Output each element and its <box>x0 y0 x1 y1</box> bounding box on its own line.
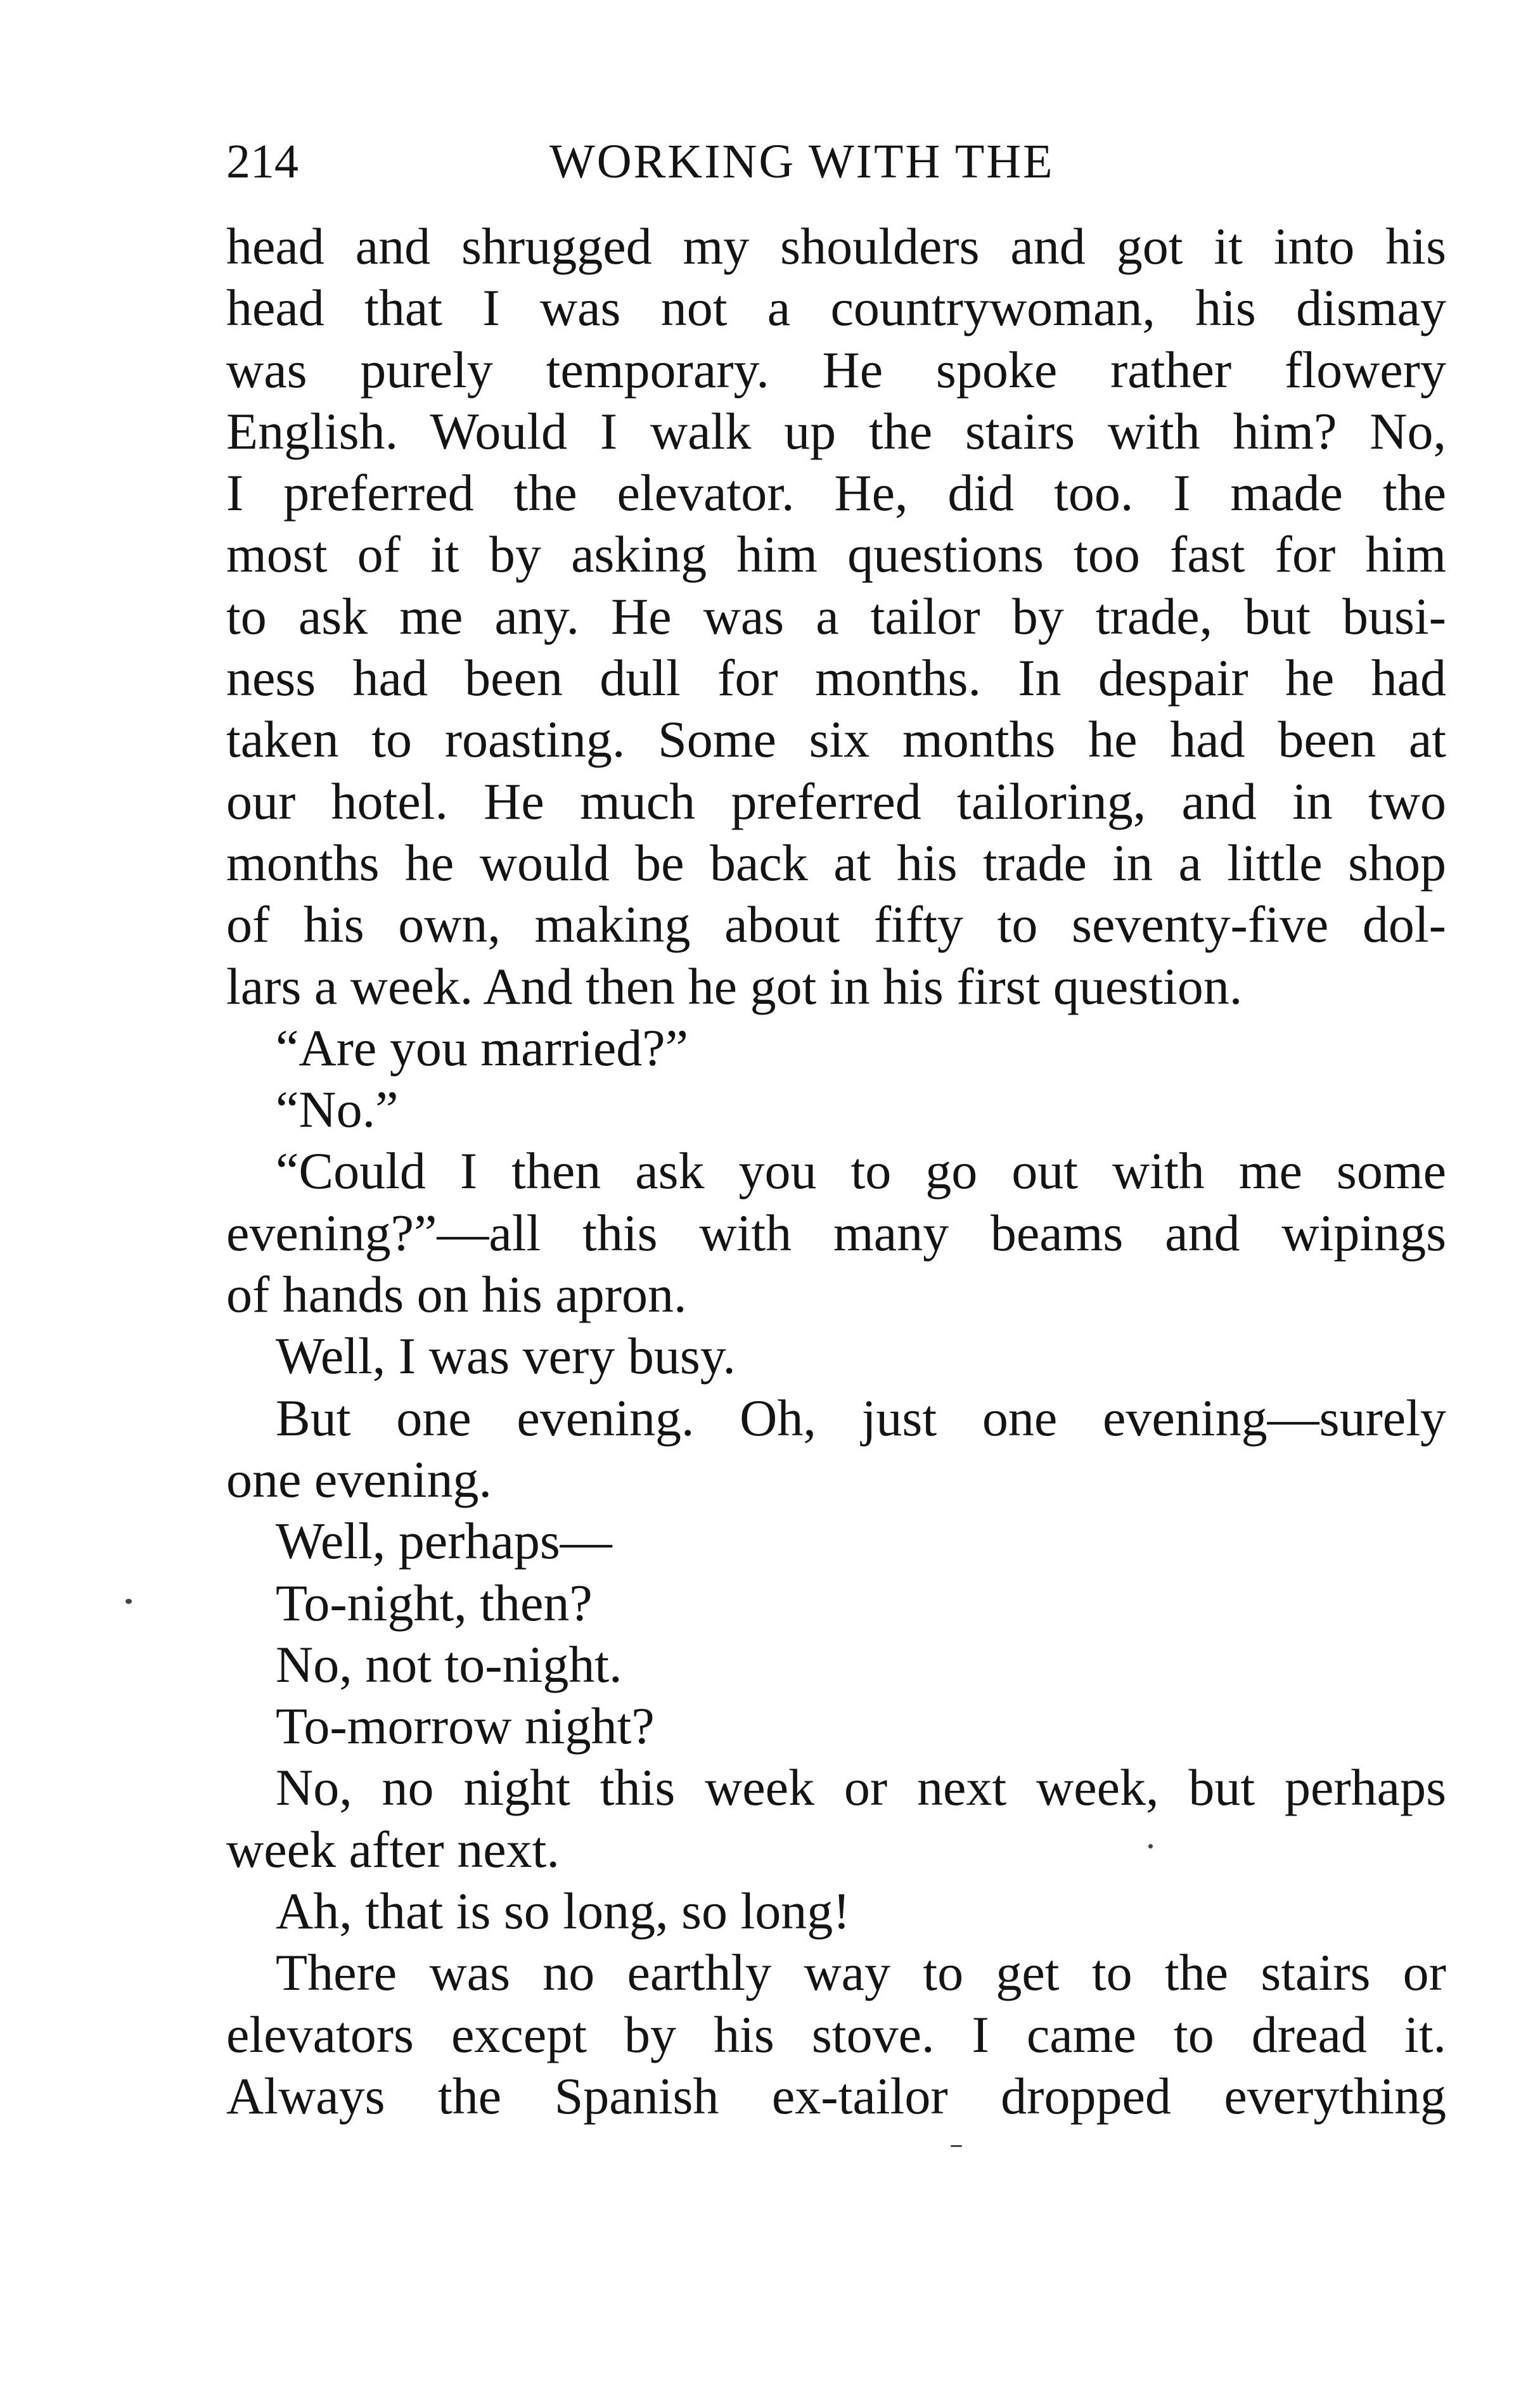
text-line: most of it by asking him questions too fast for him <box>226 525 1446 584</box>
text-line: Well, I was very busy. <box>276 1327 736 1385</box>
text-line: But one evening. Oh, just one evening—surely <box>276 1388 1446 1447</box>
text-line: of hands on his apron. <box>226 1266 687 1324</box>
text-line: English. Would I walk up the stairs with him? No, <box>226 402 1446 460</box>
text-line: months he would be back at his trade in a little shop <box>226 833 1446 892</box>
text-line: head and shrugged my shoulders and got it into his <box>226 217 1446 275</box>
text-line: taken to roasting. Some six months he had been at <box>226 710 1446 769</box>
page-header <box>226 127 1446 196</box>
text-line: evening?”—all this with many beams and wipings <box>226 1203 1446 1262</box>
text-line: week after next. <box>226 1820 560 1878</box>
text-line: was purely temporary. He spoke rather flowery <box>226 340 1446 399</box>
text-line: our hotel. He much preferred tailoring, and in two <box>226 772 1446 830</box>
text-line: Well, perhaps— <box>276 1512 612 1570</box>
text-line: I preferred the elevator. He, did too. I made the <box>226 464 1446 522</box>
text-line: “Are you married?” <box>276 1018 689 1077</box>
text-line: No, not to-night. <box>276 1635 622 1693</box>
text-line: elevators except by his stove. I came to dread it. <box>226 2005 1446 2063</box>
body-text <box>226 215 1446 2127</box>
text-line: ness had been dull for months. In despair he had <box>226 649 1446 707</box>
scan-speck <box>125 1599 132 1604</box>
text-line: “No.” <box>276 1080 399 1139</box>
text-line: To-morrow night? <box>276 1697 655 1755</box>
text-line: To-night, then? <box>276 1573 593 1632</box>
text-line: There was no earthly way to get to the stairs or <box>276 1944 1446 2002</box>
text-line: lars a week. And then he got in his first question. <box>226 957 1243 1015</box>
scan-speck <box>1148 1844 1153 1849</box>
scan-speck <box>951 2145 962 2147</box>
text-line: Ah, that is so long, so long! <box>276 1882 850 1940</box>
text-line: Always the Spanish ex-tailor dropped everything <box>226 2067 1446 2125</box>
running-head: WORKING WITH THE <box>549 135 1055 188</box>
text-line: “Could I then ask you to go out with me some <box>276 1142 1446 1200</box>
text-line: one evening. <box>226 1450 492 1508</box>
text-line: head that I was not a countrywoman, his dismay <box>226 279 1446 337</box>
page-number: 214 <box>226 135 298 188</box>
text-line: to ask me any. He was a tailor by trade, but busi- <box>226 587 1446 645</box>
text-line: of his own, making about fifty to seventy-five dol- <box>226 895 1446 954</box>
text-line: No, no night this week or next week, but perhaps <box>276 1759 1446 1817</box>
